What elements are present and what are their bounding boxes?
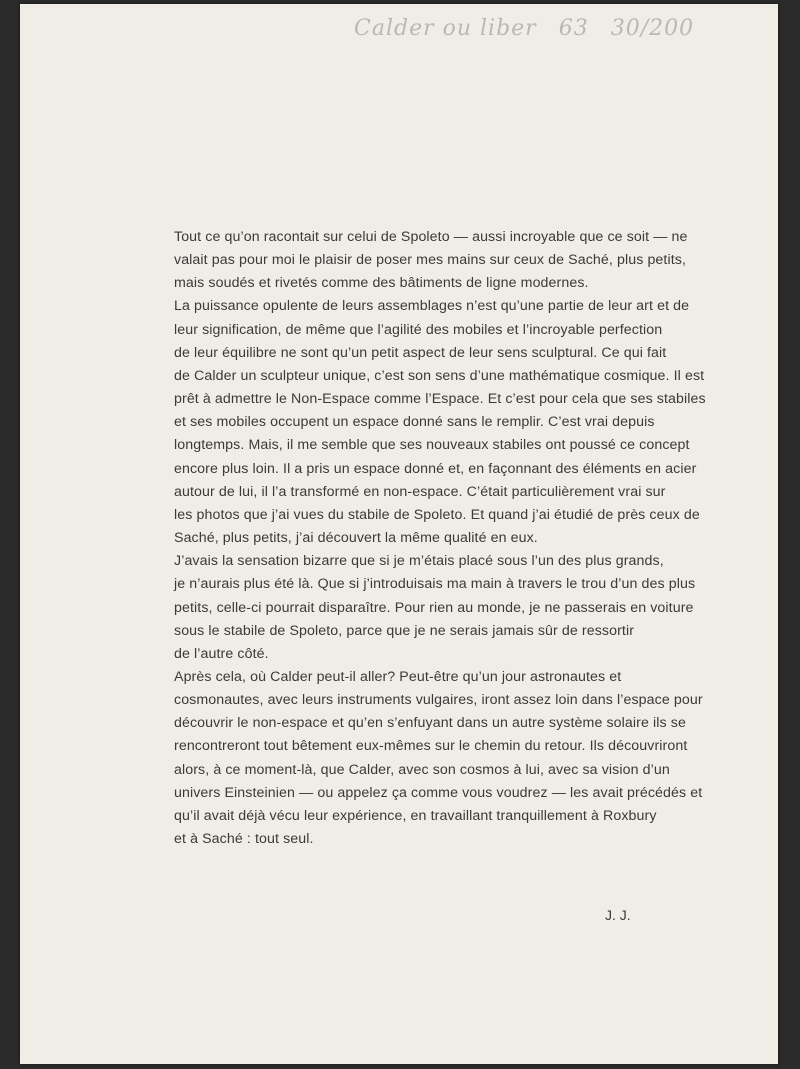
text-line: Après cela, où Calder peut-il aller? Peut-être qu’un jour astronautes et xyxy=(174,668,622,685)
text-line: découvrir le non-espace et qu’en s’enfuyant dans un autre système solaire ils se xyxy=(174,715,686,732)
document-page xyxy=(20,4,778,1064)
text-line: alors, à ce moment-là, que Calder, avec son cosmos à lui, avec sa vision d’un xyxy=(174,761,670,778)
text-line: Tout ce qu’on racontait sur celui de Spoleto — aussi incroyable que ce soit — ne xyxy=(174,229,688,245)
paragraph xyxy=(174,295,764,550)
paragraph xyxy=(174,226,764,295)
text-line: Saché, plus petits, j’ai découvert la même qualité en eux. xyxy=(174,530,538,547)
text-line: je n’aurais plus été là. Que si j’introduisais ma main à travers le trou d’un des plus xyxy=(174,576,696,593)
text-line: valait pas pour moi le plaisir de poser mes mains sur ceux de Saché, plus petits, xyxy=(174,252,686,269)
text-line: leur signification, de même que l’agilité des mobiles et l’incroyable perfection xyxy=(174,321,663,338)
text-line: qu’il avait déjà vécu leur expérience, en travaillant tranquillement à Roxbury xyxy=(174,807,657,824)
handwritten-number: 63 xyxy=(558,16,589,41)
body-text xyxy=(174,226,764,851)
text-line: et à Saché : tout seul. xyxy=(174,831,314,848)
text-line: mais soudés et rivetés comme des bâtiments de ligne modernes. xyxy=(174,275,589,292)
text-line: rencontreront tout bêtement eux-mêmes sur le chemin du retour. Ils découvriront xyxy=(174,738,688,755)
handwritten-edition: 30/200 xyxy=(610,16,695,41)
text-line: de Calder un sculpteur unique, c’est son sens d’une mathématique cosmique. Il est xyxy=(174,367,705,384)
text-line: univers Einsteinien — ou appelez ça comme vous voudrez — les avait précédés et xyxy=(174,784,703,801)
paragraph xyxy=(174,666,764,851)
signature: J. J. xyxy=(605,907,631,923)
handwritten-annotation xyxy=(354,16,708,41)
text-line: petits, celle-ci pourrait disparaître. Pour rien au monde, je ne passerais en voiture xyxy=(174,599,694,616)
text-line: de leur équilibre ne sont qu’un petit aspect de leur sens sculptural. Ce qui fait xyxy=(174,344,667,361)
text-line: les photos que j’ai vues du stabile de Spoleto. Et quand j’ai étudié de près ceux de xyxy=(174,506,700,523)
text-line: encore plus loin. Il a pris un espace donné et, en façonnant des éléments en acier xyxy=(174,460,697,477)
text-line: La puissance opulente de leurs assemblages n’est qu’une partie de leur art et de xyxy=(174,298,690,315)
text-line: cosmonautes, avec leurs instruments vulgaires, iront assez loin dans l’espace pour xyxy=(174,692,703,709)
text-line: et ses mobiles occupent un espace donné sans le remplir. C’est vrai depuis xyxy=(174,414,655,431)
text-line: autour de lui, il l’a transformé en non-espace. C’était particulièrement vrai sur xyxy=(174,483,666,500)
text-line: J’avais la sensation bizarre que si je m’étais placé sous l’un des plus grands, xyxy=(174,553,664,570)
text-line: sous le stabile de Spoleto, parce que je ne serais jamais sûr de ressortir xyxy=(174,622,635,639)
paragraph xyxy=(174,550,764,666)
text-line: prêt à admettre le Non-Espace comme l’Espace. Et c’est pour cela que ses stabiles xyxy=(174,391,706,408)
text-line: longtemps. Mais, il me semble que ses nouveaux stabiles ont poussé ce concept xyxy=(174,437,690,454)
text-line: de l’autre côté. xyxy=(174,645,269,662)
handwritten-title: Calder ou liber xyxy=(354,16,537,41)
